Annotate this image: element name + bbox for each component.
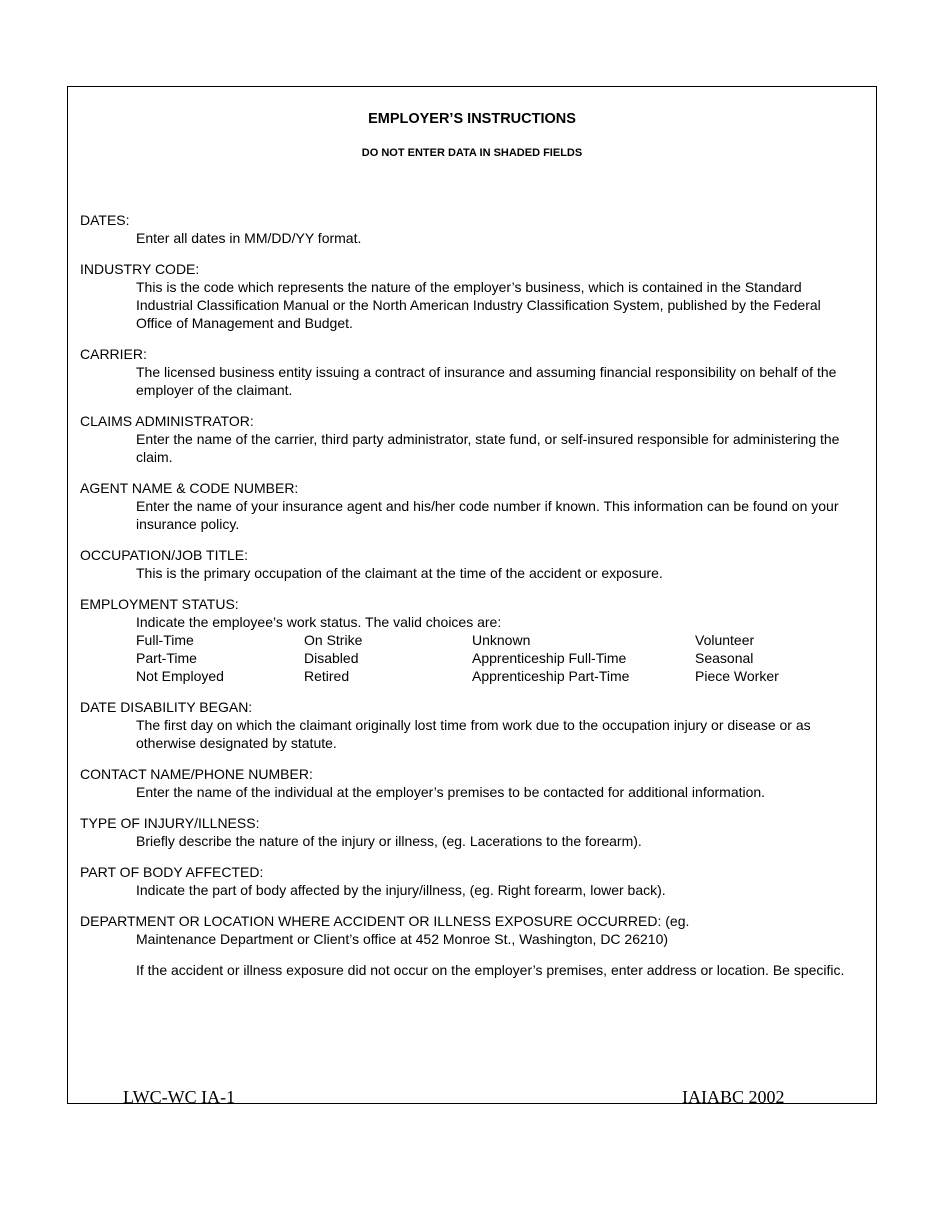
instruction-list xyxy=(80,211,856,992)
section-employment-status xyxy=(80,595,856,685)
section-body-part xyxy=(80,863,856,899)
section-text: Maintenance Department or Client’s office at 452 Monroe St., Washington, DC 26210) xyxy=(136,931,669,947)
section-label: CLAIMS ADMINISTRATOR: xyxy=(80,413,254,429)
section-label: DATE DISABILITY BEGAN: xyxy=(80,699,253,715)
status-choice: Seasonal xyxy=(695,650,754,666)
section-label: OCCUPATION/JOB TITLE: xyxy=(80,547,249,563)
section-text: Briefly describe the nature of the injury or illness, (eg. Lacerations to the forearm). xyxy=(136,833,642,849)
section-label: PART OF BODY AFFECTED: xyxy=(80,864,264,880)
status-choice: Apprenticeship Part-Time xyxy=(472,668,630,684)
status-choice: Apprenticeship Full-Time xyxy=(472,650,627,666)
section-label: CARRIER: xyxy=(80,346,147,362)
section-injury-type xyxy=(80,814,856,850)
section-dates xyxy=(80,211,856,247)
status-choice: Unknown xyxy=(472,632,531,648)
form-id: LWC-WC IA-1 xyxy=(123,1087,236,1107)
section-label: DEPARTMENT OR LOCATION WHERE ACCIDENT OR ILLNESS EXPOSURE OCCURRED: (eg. xyxy=(80,913,690,929)
page-subtitle: DO NOT ENTER DATA IN SHADED FIELDS xyxy=(361,147,583,159)
status-choice: Full-Time xyxy=(136,632,194,648)
status-choice: Piece Worker xyxy=(695,668,779,684)
section-label: INDUSTRY CODE: xyxy=(80,261,200,277)
section-location xyxy=(80,912,856,979)
status-choice: On Strike xyxy=(304,632,363,648)
instructions-frame xyxy=(67,86,877,1107)
section-label: EMPLOYMENT STATUS: xyxy=(80,596,239,612)
status-choice: Part-Time xyxy=(136,650,197,666)
section-claims-administrator xyxy=(80,412,856,466)
section-text: This is the code which represents the nature of the employer’s business, which is contained in the Standard Industrial Classification Manual or the North American Industry Classification System, published by the Federal Office of Management and Budget. xyxy=(136,279,821,331)
section-text: The licensed business entity issuing a contract of insurance and assuming financial responsibility on behalf of the employer of the claimant. xyxy=(136,364,837,398)
status-choice: Not Employed xyxy=(136,668,224,684)
status-choice: Volunteer xyxy=(695,632,755,648)
page-title: EMPLOYER’S INSTRUCTIONS xyxy=(368,111,576,127)
status-choice: Retired xyxy=(304,668,350,684)
section-disability-date xyxy=(80,698,856,752)
section-agent xyxy=(80,479,856,533)
section-occupation xyxy=(80,546,856,582)
form-standard: IAIABC 2002 xyxy=(682,1087,785,1107)
section-label: TYPE OF INJURY/ILLNESS: xyxy=(80,815,260,831)
section-label: AGENT NAME & CODE NUMBER: xyxy=(80,480,299,496)
section-label: CONTACT NAME/PHONE NUMBER: xyxy=(80,766,313,782)
section-carrier xyxy=(80,345,856,399)
section-text: The first day on which the claimant originally lost time from work due to the occupation injury or disease or as otherwise designated by statute. xyxy=(136,717,811,751)
section-text: Enter the name of the individual at the employer’s premises to be contacted for additional information. xyxy=(136,784,766,800)
section-industry-code xyxy=(80,260,856,332)
status-choice: Disabled xyxy=(304,650,359,666)
section-text: Enter all dates in MM/DD/YY format. xyxy=(136,230,362,246)
section-text-secondary: If the accident or illness exposure did not occur on the employer’s premises, enter address or location. Be specific. xyxy=(136,962,845,978)
section-text: Indicate the employee’s work status. The valid choices are: xyxy=(136,614,502,630)
section-text: This is the primary occupation of the claimant at the time of the accident or exposure. xyxy=(136,565,663,581)
section-label: DATES: xyxy=(80,212,130,228)
section-text: Enter the name of the carrier, third party administrator, state fund, or self-insured responsible for administering the claim. xyxy=(136,431,840,465)
section-text: Enter the name of your insurance agent and his/her code number if known. This information can be found on your insurance policy. xyxy=(136,498,839,532)
section-text: Indicate the part of body affected by the injury/illness, (eg. Right forearm, lower back). xyxy=(136,882,666,898)
section-contact xyxy=(80,765,856,801)
status-choices xyxy=(136,631,856,685)
